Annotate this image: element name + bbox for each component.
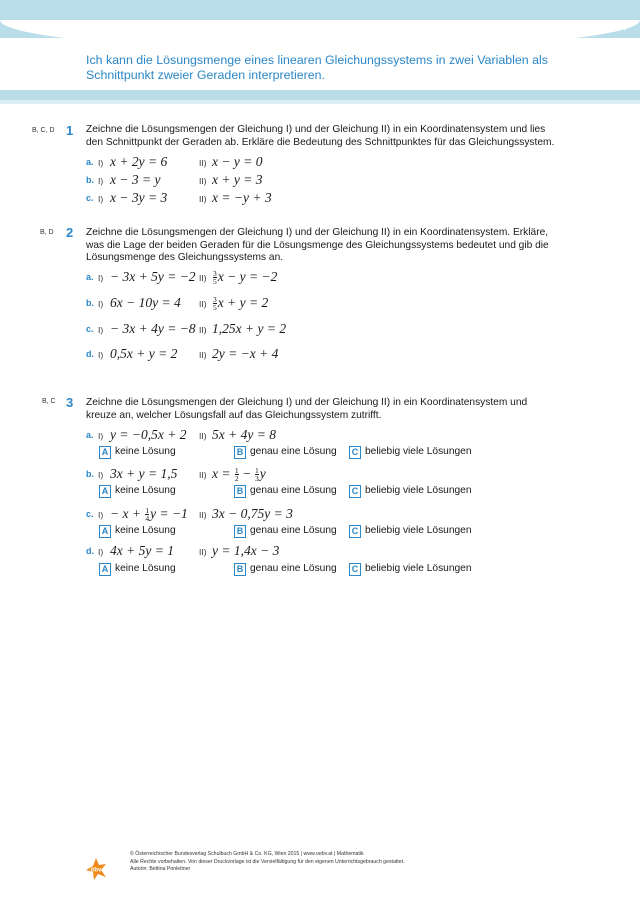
option-label: keine Lösung bbox=[115, 525, 176, 536]
equation-1: x − 3 = y bbox=[110, 172, 161, 187]
equation-label: I) bbox=[98, 273, 104, 283]
equation-2: x = −y + 3 bbox=[212, 190, 272, 205]
equation-1: 4x + 5y = 1 bbox=[110, 543, 174, 558]
fraction: $\frac{3}{5}$ bbox=[213, 295, 217, 313]
option-box[interactable]: B bbox=[234, 525, 246, 538]
goal-divider-band bbox=[0, 90, 640, 100]
option-label: keine Lösung bbox=[115, 485, 176, 496]
equation-1: 6x − 10y = 4 bbox=[110, 295, 181, 310]
equation-label: II) bbox=[199, 158, 207, 168]
exercise-letter: c. bbox=[86, 324, 94, 334]
learning-goal: Ich kann die Lösungsmenge eines linearen Gleichungssystems in zwei Variablen als Schnittpunkt zweier Geraden interpretieren. bbox=[86, 53, 548, 82]
option-label: keine Lösung bbox=[115, 563, 176, 574]
option-label: beliebig viele Lösungen bbox=[365, 446, 472, 457]
equation-2: $\frac{3}{5}$ x + y = 2 bbox=[213, 295, 269, 313]
footer-line: © Österreichischer Bundesverlag Schulbuch GmbH & Co. KG, Wien 2015 | www.oebv.at | Mathematik bbox=[130, 851, 364, 857]
equation-label: II) bbox=[199, 431, 207, 441]
option-box[interactable]: A bbox=[99, 525, 111, 538]
exercise-letter: a. bbox=[86, 157, 94, 167]
equation-label: II) bbox=[199, 547, 207, 557]
footer-copyright bbox=[130, 851, 550, 874]
footer-line: Alle Rechte vorbehalten. Von dieser Druckvorlage ist die Vervielfältigung für den eigenen Unterrichtsgebrauch gestattet. bbox=[130, 858, 405, 865]
equation-1: 0,5x + y = 2 bbox=[110, 346, 178, 361]
equation-2: x − y = 0 bbox=[212, 154, 263, 169]
equation-label: I) bbox=[98, 176, 104, 186]
oebv-logo-icon bbox=[84, 857, 108, 881]
equation-2: 5x + 4y = 8 bbox=[212, 427, 276, 442]
option-box[interactable]: B bbox=[234, 485, 246, 498]
exercise-letter: d. bbox=[86, 546, 94, 556]
equation-label: I) bbox=[98, 470, 104, 480]
equation-2: x = $\frac{1}{2}$ − $\frac{1}{3}$ y bbox=[212, 466, 266, 484]
equation-1: − 3x + 5y = −2 bbox=[110, 269, 196, 284]
footer-line: Autorin: Bettina Ponleitner bbox=[130, 866, 191, 872]
fraction: $\frac{1}{2}$ bbox=[234, 466, 239, 484]
option-box[interactable]: A bbox=[99, 485, 111, 498]
option-label: keine Lösung bbox=[115, 446, 176, 457]
equation-2: 3x − 0,75y = 3 bbox=[212, 506, 293, 521]
equation-label: II) bbox=[199, 299, 207, 309]
task-instruction: Zeichne die Lösungsmengen der Gleichung I) und der Gleichung II) in ein Koordinatensystem und kreuze an, welcher Lösungsfall auf das Gleichungssystem zutrifft. bbox=[86, 397, 528, 421]
equation-2: 1,25x + y = 2 bbox=[212, 321, 287, 336]
equation-1: x + 2y = 6 bbox=[110, 154, 168, 169]
section-label: Mathematik anwenden bbox=[519, 22, 626, 33]
option-box[interactable]: A bbox=[99, 446, 111, 459]
task-levels: B, D bbox=[40, 229, 54, 236]
equation-label: II) bbox=[199, 350, 207, 360]
exercise-letter: a. bbox=[86, 272, 94, 282]
exercise-letter: b. bbox=[86, 298, 94, 308]
equation-label: II) bbox=[199, 194, 207, 204]
task-number: 2 bbox=[66, 225, 74, 240]
option-box[interactable]: A bbox=[99, 563, 111, 576]
equation-2: 2y = −x + 4 bbox=[212, 346, 279, 361]
fraction: $\frac{3}{5}$ bbox=[213, 269, 217, 287]
exercise-letter: d. bbox=[86, 349, 94, 359]
option-box[interactable]: C bbox=[349, 525, 361, 538]
equation-2: y = 1,4x − 3 bbox=[212, 543, 280, 558]
equation-1: − x + $\frac{1}{4}$ y = −1 bbox=[110, 506, 188, 524]
exercise-letter: c. bbox=[86, 509, 94, 519]
option-box[interactable]: B bbox=[234, 563, 246, 576]
option-label: genau eine Lösung bbox=[250, 563, 337, 574]
option-label: beliebig viele Lösungen bbox=[365, 525, 472, 536]
equation-label: I) bbox=[98, 158, 104, 168]
option-box[interactable]: C bbox=[349, 485, 361, 498]
exercise-letter: b. bbox=[86, 469, 94, 479]
equation-label: II) bbox=[199, 510, 207, 520]
option-label: genau eine Lösung bbox=[250, 525, 337, 536]
exercise-letter: c. bbox=[86, 193, 94, 203]
svg-text:öbv: öbv bbox=[90, 867, 102, 874]
equation-1: y = −0,5x + 2 bbox=[110, 427, 187, 442]
option-label: genau eine Lösung bbox=[250, 485, 337, 496]
equation-2: $\frac{3}{5}$ x − y = −2 bbox=[213, 269, 278, 287]
task-instruction: Zeichne die Lösungsmengen der Gleichung I) und der Gleichung II) in ein Koordinatensystem. Erkläre, was die Lage der beiden Geraden für die Lösungsmenge des Gleichungssystems bedeutet und gib die Lösungsmenge des Gleichungssystems an. bbox=[86, 227, 549, 263]
equation-label: II) bbox=[199, 325, 207, 335]
goal-divider-line bbox=[0, 100, 640, 104]
exercise-letter: b. bbox=[86, 175, 94, 185]
task-number: 1 bbox=[66, 123, 74, 138]
task-instruction: Zeichne die Lösungsmengen der Gleichung I) und der Gleichung II) in ein Koordinatensystem und lies den Schnittpunkt der Geraden ab. Erkläre die Bedeutung des Schnittpunktes für das Gleichungssystem. bbox=[86, 124, 555, 148]
equation-2: x + y = 3 bbox=[212, 172, 263, 187]
equation-label: II) bbox=[199, 176, 207, 186]
equation-label: I) bbox=[98, 299, 104, 309]
equation-label: II) bbox=[199, 273, 207, 283]
equation-label: I) bbox=[98, 510, 104, 520]
option-box[interactable]: C bbox=[349, 446, 361, 459]
equation-1: 3x + y = 1,5 bbox=[110, 466, 178, 481]
task-levels: B, C bbox=[42, 398, 56, 405]
equation-label: I) bbox=[98, 431, 104, 441]
equation-1: − 3x + 4y = −8 bbox=[110, 321, 196, 336]
option-box[interactable]: C bbox=[349, 563, 361, 576]
task-levels: B, C, D bbox=[32, 127, 55, 134]
exercise-letter: a. bbox=[86, 430, 94, 440]
equation-label: I) bbox=[98, 547, 104, 557]
option-label: genau eine Lösung bbox=[250, 446, 337, 457]
equation-label: II) bbox=[199, 470, 207, 480]
option-box[interactable]: B bbox=[234, 446, 246, 459]
option-label: beliebig viele Lösungen bbox=[365, 563, 472, 574]
option-label: beliebig viele Lösungen bbox=[365, 485, 472, 496]
equation-label: I) bbox=[98, 350, 104, 360]
fraction: $\frac{1}{4}$ bbox=[145, 506, 150, 524]
equation-label: I) bbox=[98, 325, 104, 335]
equation-1: x − 3y = 3 bbox=[110, 190, 168, 205]
task-number: 3 bbox=[66, 395, 74, 410]
equation-label: I) bbox=[98, 194, 104, 204]
fraction: $\frac{1}{3}$ bbox=[254, 466, 259, 484]
